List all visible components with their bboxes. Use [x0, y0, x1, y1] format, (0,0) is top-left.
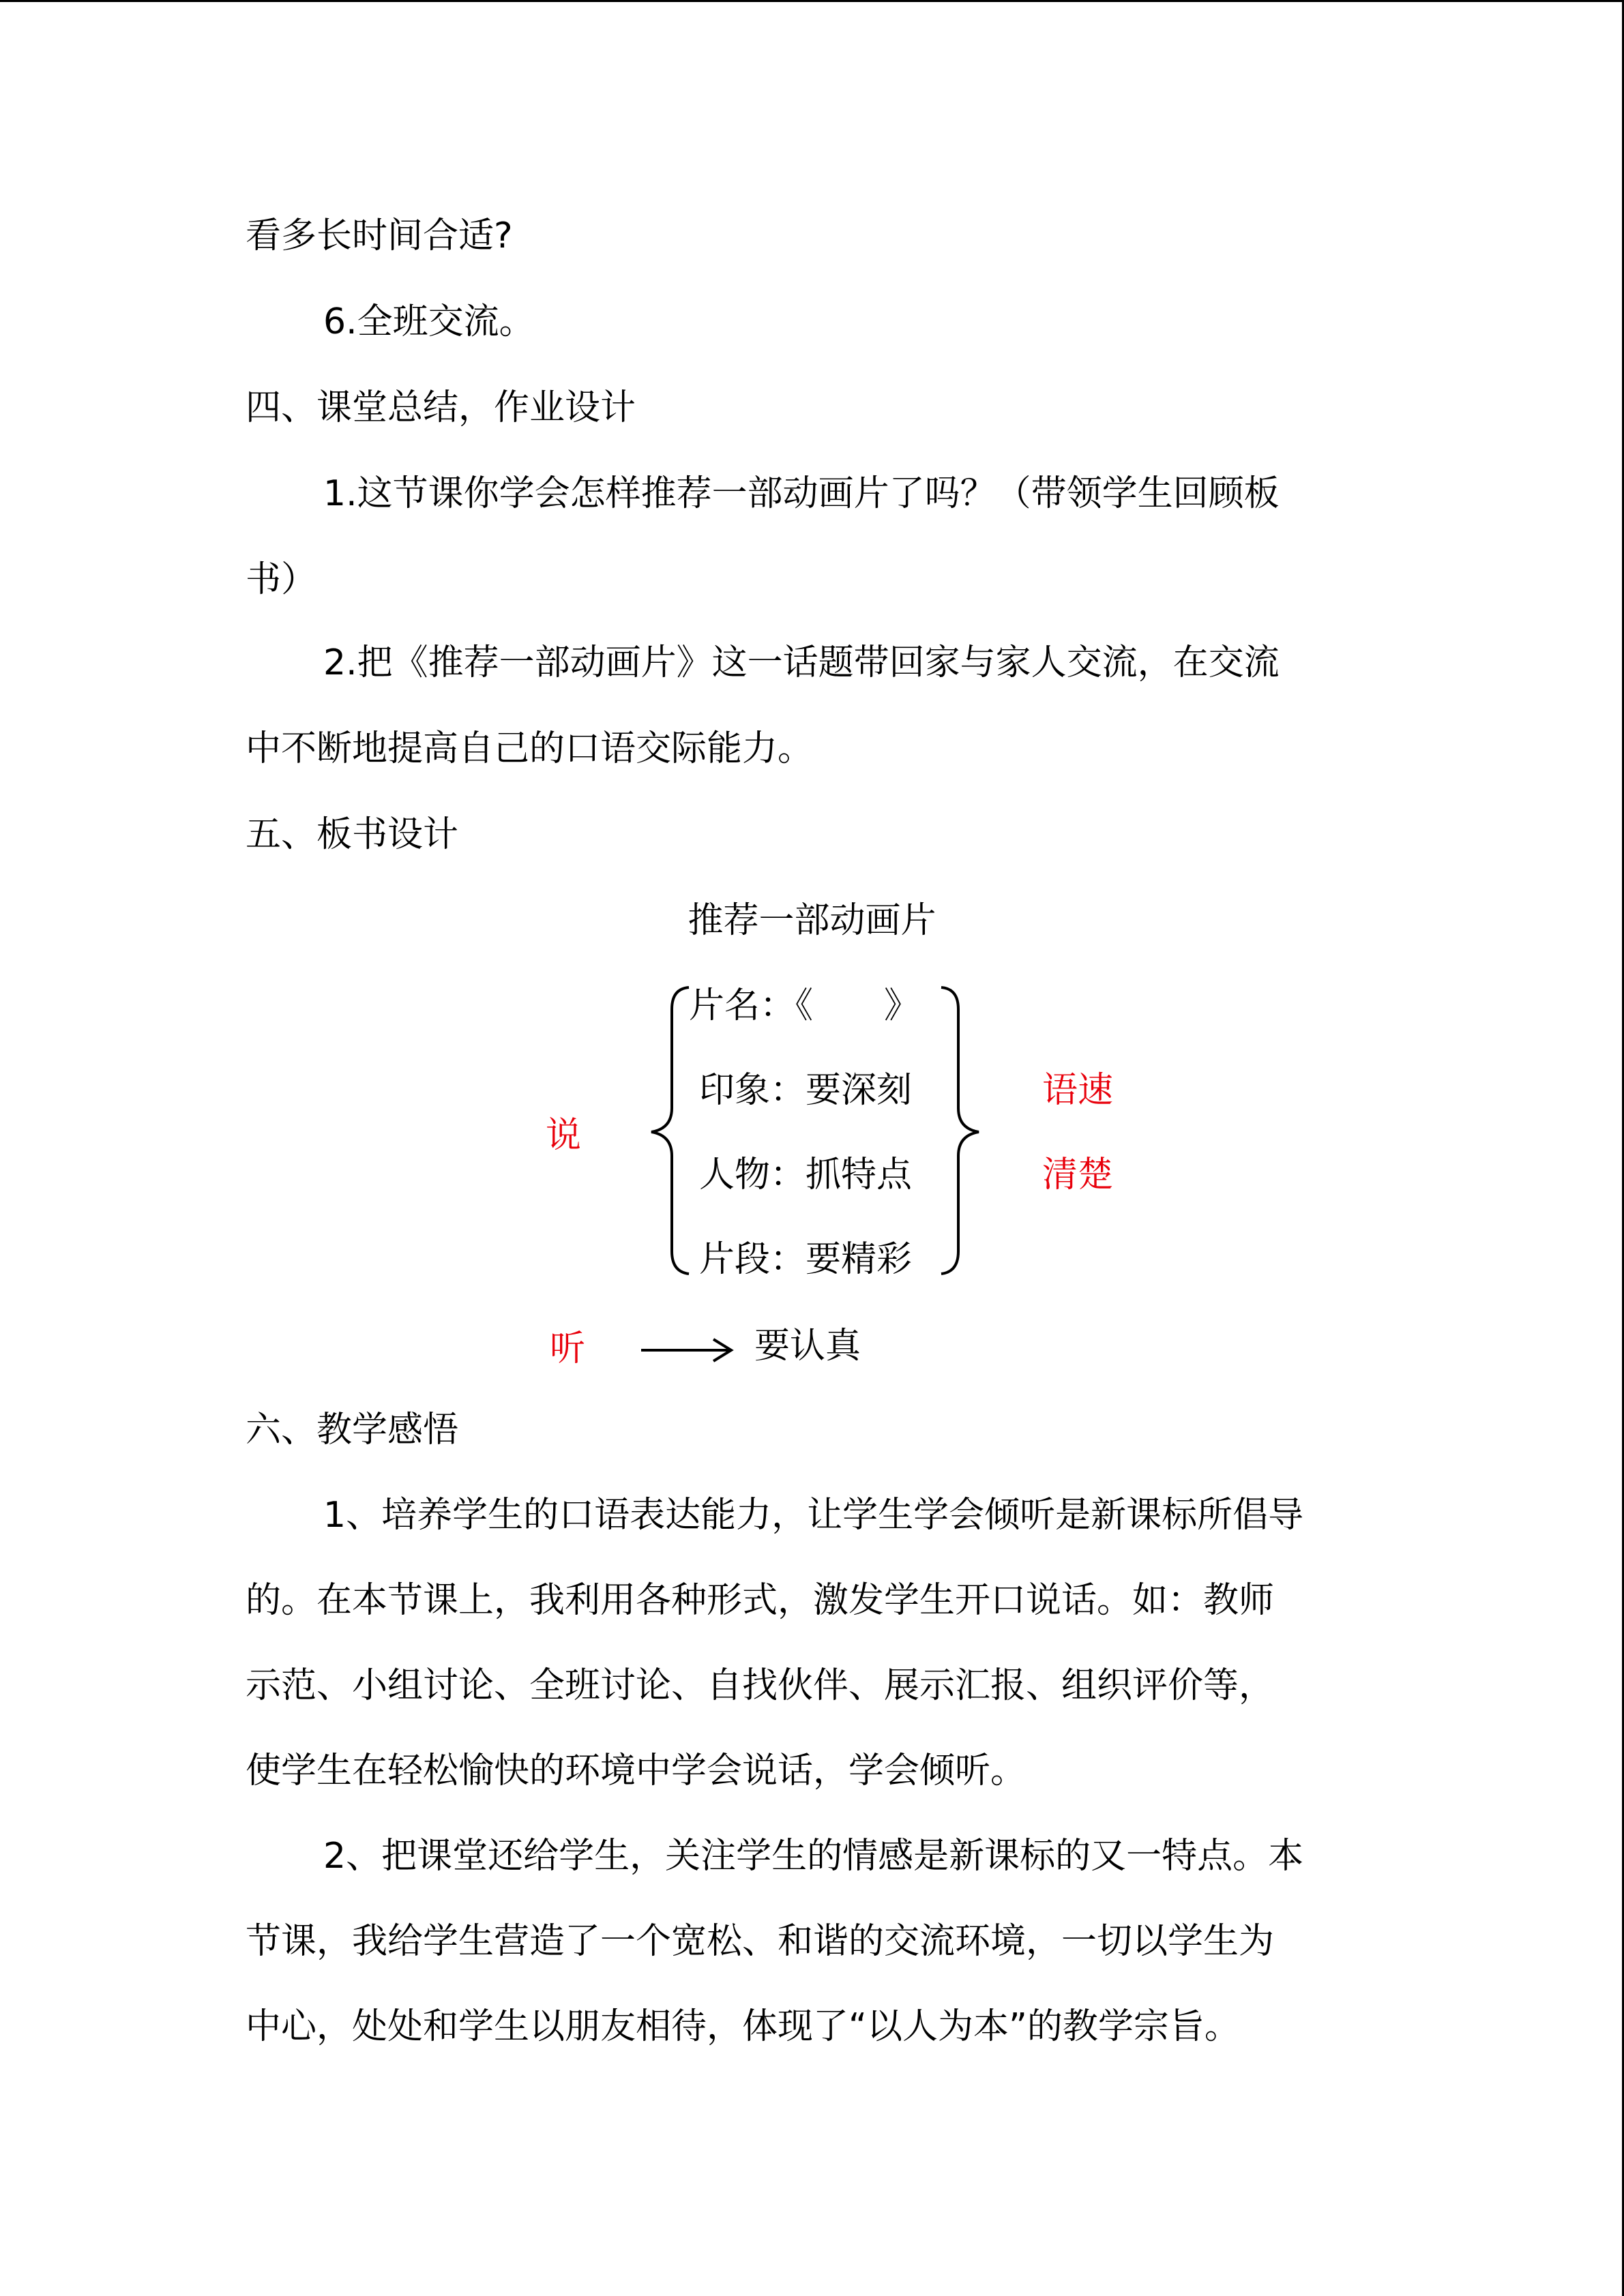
board-right-label: 语速 [1042, 1070, 1114, 1111]
paragraph-line: 节课，我给学生营造了一个宽松、和谐的交流环境，一切以学生为 [246, 1921, 1275, 1962]
paragraph-line: 中不断地提高自己的口语交际能力。 [246, 728, 814, 769]
paragraph-line: 2.把《推荐一部动画片》这一话题带回家与家人交流，在交流 [323, 642, 1280, 683]
paragraph-line: 1.这节课你学会怎样推荐一部动画片了吗？（带领学生回顾板 [323, 473, 1280, 514]
right-brace [941, 987, 979, 1274]
paragraph-line: 书） [246, 559, 317, 600]
board-item: 片段：要精彩 [699, 1239, 913, 1280]
board-listen-label: 听 [550, 1328, 586, 1369]
paragraph-line: 的。在本节课上，我利用各种形式，激发学生开口说话。如：教师 [246, 1580, 1275, 1621]
board-item: 片名：《 》 [689, 985, 920, 1026]
paragraph-line: 中心，处处和学生以朋友相待，体现了“以人为本”的教学宗旨。 [246, 2006, 1240, 2047]
section-heading: 五、板书设计 [246, 814, 459, 855]
paragraph-line: 使学生在轻松愉快的环境中学会说话，学会倾听。 [246, 1750, 1027, 1791]
board-title: 推荐一部动画片 [688, 900, 936, 941]
board-speak-label: 说 [546, 1115, 582, 1156]
paragraph-line: 2、把课堂还给学生，关注学生的情感是新课标的又一特点。本 [323, 1836, 1304, 1877]
section-heading: 四、课堂总结，作业设计 [246, 387, 636, 428]
paragraph-line: 1、培养学生的口语表达能力，让学生学会倾听是新课标所倡导 [323, 1495, 1304, 1536]
board-listen-result: 要认真 [754, 1326, 861, 1367]
paragraph-line: 示范、小组讨论、全班讨论、自找伙伴、展示汇报、组织评价等， [246, 1665, 1275, 1706]
section-heading: 六、教学感悟 [246, 1410, 459, 1450]
board-item: 人物：抓特点 [699, 1154, 913, 1195]
paragraph-line: 看多长时间合适? [246, 215, 513, 256]
board-right-label: 清楚 [1042, 1154, 1114, 1195]
left-brace [651, 987, 689, 1274]
paragraph-line: 6.全班交流。 [323, 301, 535, 342]
board-item: 印象：要深刻 [699, 1070, 913, 1111]
